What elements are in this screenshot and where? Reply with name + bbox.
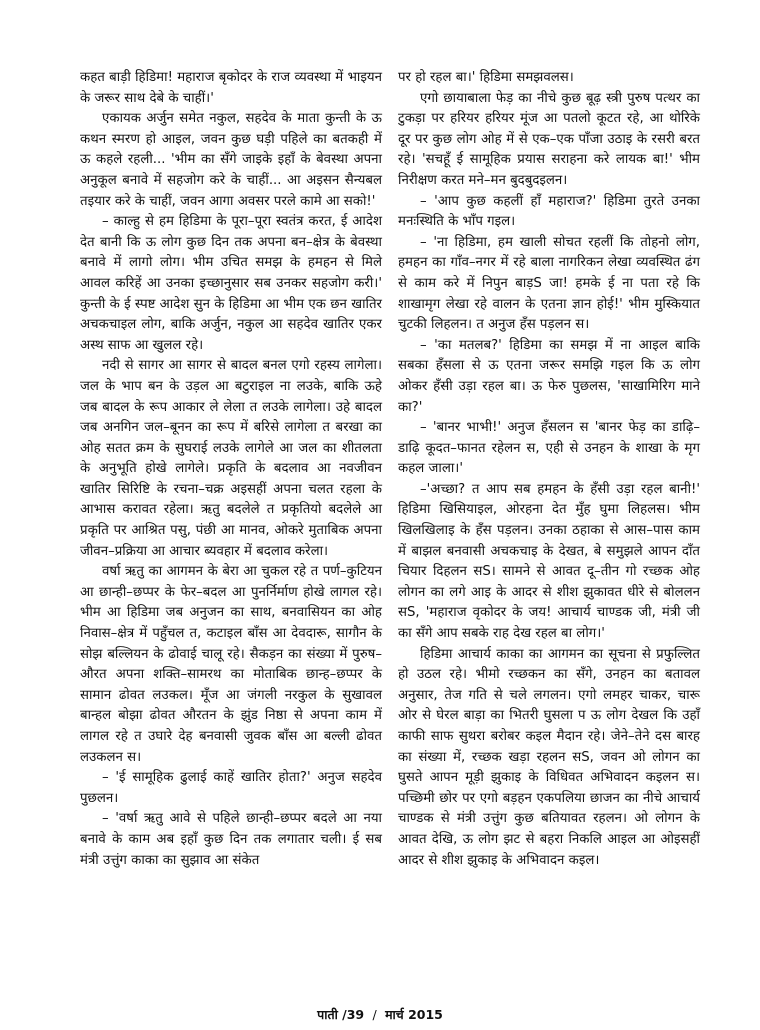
- magazine-name: पाती: [317, 1007, 338, 1022]
- paragraph: – 'का मतलब?' हिडिमा का समझ में ना आइल बाकि सबका हँसला से ऊ एतना जरूर समझि गइल कि ऊ लोग ओकर हँसी उड़ा रहल बा। ऊ फेरु पुछलस, 'साखामिरिग माने का?': [398, 337, 700, 415]
- paragraph: – 'ना हिडिमा, हम खाली सोचत रहलीं कि तोहनो लोग, हमहन का गाँव–नगर में रहे बाला नागरिकन लेखा व्यवस्थित ढंग से काम करे में निपुन बाड़S जा! हमके ई ना पता रहे कि शाखामृग लेखा रहे वालन के एतना ज्ञान होई!' भीम मुस्कियात चुटकी लिहलन। त अनुज हँस पड़लन स।: [398, 234, 700, 333]
- paragraph: कहत बाड़ी हिडिमा! महाराज बृकोदर के राज व्यवस्था में भाइयन के जरूर साथ देबे के चाहीं।': [80, 70, 382, 106]
- paragraph: एकायक अर्जुन समेत नकुल, सहदेव के माता कुन्ती के ऊ कथन स्मरण हो आइल, जवन कुछ घड़ी पहिले का बतकही में ऊ कहले रहली... 'भीम का सँगे जाइके इहाँ के बेवस्था अपना अनुकूल बनावे में सहजोग करे के चाहीं... आ अइसन सैन्यबल तइयार करे के चाहीं, जवन आगा अवसर परले कामे आ सको!': [80, 111, 382, 209]
- paragraph: – 'बानर भाभी!' अनुज हँसलन स 'बानर फेड़ का डाढ़ि–डाढ़ि कूदत–फानत रहेलन स, एही से उनहन के शाखा के मृग कहल जाला।': [398, 420, 700, 477]
- issue-date: मार्च 2015: [385, 1007, 443, 1022]
- text-columns: [80, 68, 716, 871]
- page-footer: [0, 1006, 760, 1023]
- page-number: /39: [342, 1007, 365, 1022]
- left-column: [80, 68, 382, 871]
- paragraph: – 'ई सामूहिक ढुलाई काहें खातिर होता?' अनुज सहदेव पुछलन।: [80, 770, 382, 806]
- paragraph: वर्षा ऋतु का आगमन के बेरा आ चुकल रहे त पर्ण–कुटियन आ छान्ही–छप्पर के फेर–बदल आ पुनर्निर्माण होखे लागल रहे। भीम आ हिडिमा जब अनुजन का साथ, बनवासियन का ओह निवास–क्षेत्र में पहुँचल त, कटाइल बाँस आ देवदारू, सागौन के सोझ बल्लियन के ढोवाई चालू रहे। सैकड़न का संख्या में पुरुष–औरत अपना शक्ति–सामरथ का मोताबिक छान्ह–छप्पर के सामान ढोवत लउकल। मूँज आ जंगली नरकुल के सुखावल बान्हल बोझा ढोवत औरतन के झुंड निष्ठा से अपना काम में लागल रहे त उघारे देह बनवासी जुवक बाँस आ बल्ली ढोवत लउकलन स।: [80, 564, 382, 765]
- paragraph: एगो छायाबाला फेड़ का नीचे कुछ बूढ़ स्त्री पुरुष पत्थर का टुकड़ा पर हरियर हरियर मूंज आ पतलो कूटत रहे, आ थोरिके दूर पर कुछ लोग ओह में से एक–एक पाँजा उठाइ के रसरी बरत रहे। 'सचहूँ ई सामूहिक प्रयास सराहना करे लायक बा!' भीम निरीक्षण करत मने–मन बुदबुदइलन।: [398, 90, 700, 188]
- paragraph: हिडिमा आचार्य काका का आगमन का सूचना से प्रफुल्लित हो उठल रहे। भीमो रच्छकन का सँगे, उनहन का बतावल अनुसार, तेज गति से चले लगलन। एगो लमहर चाकर, चारू ओर से घेरल बाड़ा का भितरी घुसला प ऊ लोग देखल कि उहाँ काफी साफ सुथरा बरोबर कइल मैदान रहे। जेने–तेने दस बारह का संख्या में, रच्छक खड़ा रहलन सS, जवन ओ लोगन का घुसते आपन मूड़ी झुकाइ के विधिवत अभिवादन कइलन स। पच्छिमी छोर पर एगो बड़हन एकपलिया छाजन का नीचे आचार्य चाण्डक से मंत्री उत्तुंग कुछ बतियावत रहलन। ओ लोगन के आवत देखि, ऊ लोग झट से बहरा निकलि आइल आ ओइसहीं आदर से शीश झुकाइ के अभिवादन कइल।: [398, 646, 700, 868]
- paragraph: पर हो रहल बा।' हिडिमा समझवलस।: [398, 70, 574, 85]
- paragraph: – 'वर्षा ऋतु आवे से पहिले छान्ही–छप्पर बदले आ नया बनावे के काम अब इहाँ कुछ दिन तक लगातार चली। ई सब मंत्री उत्तुंग काका का सुझाव आ संकेत: [80, 811, 382, 868]
- paragraph: – 'आप कुछ कहलीं हाँ महाराज?' हिडिमा तुरते उनका मनःस्थिति के भाँप गइल।: [398, 193, 700, 230]
- paragraph: –'अच्छा? त आप सब हमहन के हँसी उड़ा रहल बानी!' हिडिमा खिसियाइल, ओरहना देत मुँह घुमा लिहलस। भीम खिलखिलाइ के हँस पड़लन। उनका ठहाका से आस–पास काम में बाझल बनवासी अचकचाइ के देखत, बे समुझले आपन दाँत चियार दिहलन सS। सामने से आवत दू–तीन गो रच्छक ओह लोगन का लगे आइ के आदर से शीश झुकावत धीरे से बोललन सS, 'महाराज वृकोदर के जय! आचार्य चाण्डक जी, मंत्री जी का सँगे आप सबके राह देख रहल बा लोग।': [398, 481, 700, 642]
- right-column: [398, 68, 700, 871]
- footer-separator: /: [372, 1007, 377, 1022]
- paragraph: – काल्हु से हम हिडिमा के पूरा–पूरा स्वतंत्र करत, ई आदेश देत बानी कि ऊ लोग कुछ दिन तक अपना बन–क्षेत्र के बेवस्था बनावे में लागो लोग। भीम उचित समझ के हमहन से मिले आवल करिहें आ उनका इच्छानुसार सब उनकर सहजोग करी।' कुन्ती के ई स्पष्ट आदेश सुन के हिडिमा आ भीम एक छन खातिर अचकचाइल लोग, बाकि अर्जुन, नकुल आ सहदेव खातिर एकर अस्थ साफ आ खुलल रहे।: [80, 214, 382, 353]
- paragraph: नदी से सागर आ सागर से बादल बनल एगो रहस्य लागेला। जल के भाप बन के उड़ल आ बटुराइल ना लउके, बाकि ऊहे जब बादल के रूप आकार ले लेला त लउके लागेला। उहे बादल जब अनगिन जल–बूनन का रूप में बरिसे लागेला त बरखा का ओह सतत क्रम के सुघराई लउके लागेले आ जल का शीतलता के अनुभूति होखे लागेले। प्रकृति के बदलाव आ नवजीवन खातिर सिरिष्टि के रचना–चक्र अइसहीं अपना चलत रहला के आभास करावत रहेला। ऋतु बदलेले त प्रकृतियो बदलेले आ प्रकृति पर आश्रित पसु, पंछी आ मानव, ओकरे मुताबिक अपना जीवन–प्रक्रिया आ आचार ब्यवहार में बदलाव करेला।: [80, 358, 382, 559]
